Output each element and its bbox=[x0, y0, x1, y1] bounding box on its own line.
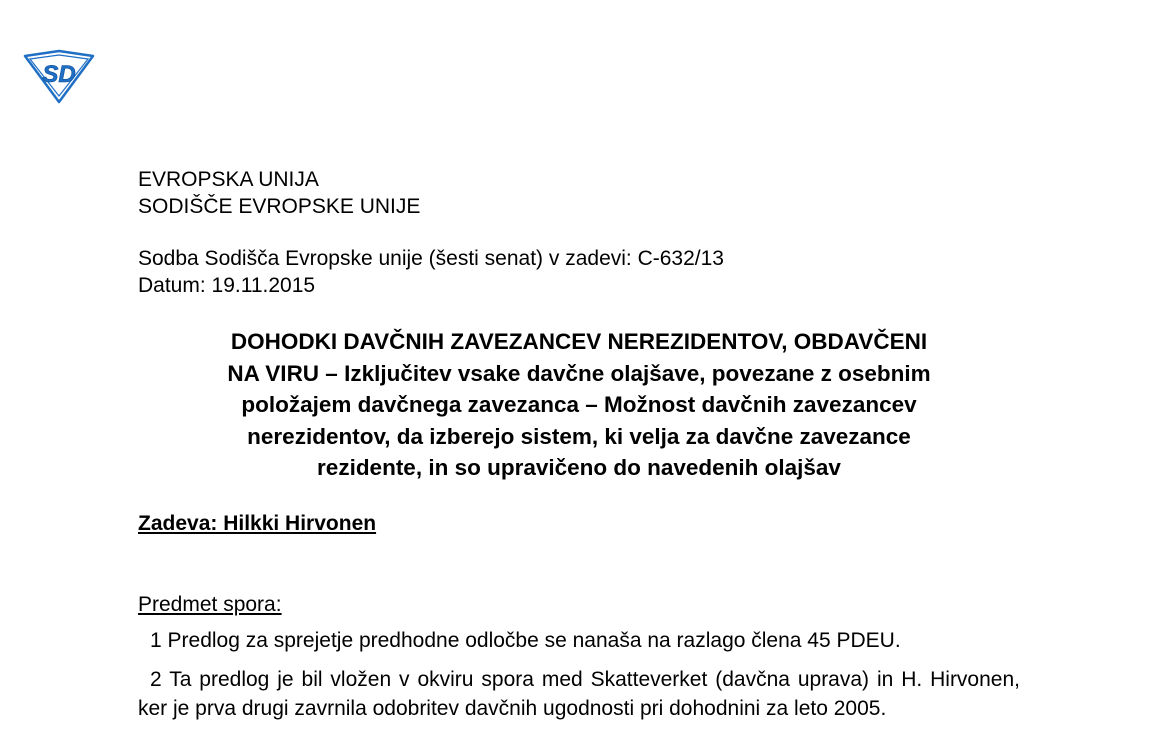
date-line: Datum: 19.11.2015 bbox=[138, 274, 316, 297]
paragraph-1 bbox=[138, 627, 1020, 656]
paragraph-text: 1 Predlog za sprejetje predhodne odločbe se nanaša na razlago člena 45 PDEU. bbox=[150, 629, 901, 652]
sd-shield-logo-icon bbox=[22, 48, 96, 104]
case-info bbox=[138, 245, 724, 299]
title-line: nerezidentov, da izberejo sistem, ki velja za davčne zavezance bbox=[247, 423, 911, 449]
logo-text: SD bbox=[42, 61, 76, 88]
paragraph-2 bbox=[138, 666, 1020, 723]
document-title bbox=[138, 326, 1020, 484]
paragraph-text: 2 Ta predlog je bil vložen v okviru spora med Skatteverket (davčna uprava) in H. Hirvonen, ker je prva drugi zavrnila odobritev davčnih ugodnosti pri dohodnini za leto 2005. bbox=[138, 668, 1020, 720]
title-line: DOHODKI DAVČNIH ZAVEZANCEV NEREZIDENTOV, OBDAVČENI bbox=[230, 329, 928, 354]
ruling-line: Sodba Sodišča Evropske unije (šesti senat) v zadevi: C-632/13 bbox=[138, 247, 724, 270]
court-header bbox=[138, 166, 420, 220]
case-party: Zadeva: Hilkki Hirvonen bbox=[138, 512, 377, 535]
org-line-court: SODIŠČE EVROPSKE UNIJE bbox=[138, 195, 421, 218]
subject-heading: Predmet spora: bbox=[138, 593, 282, 616]
title-line: položajem davčnega zavezanca – Možnost davčnih zavezancev bbox=[241, 392, 917, 418]
title-line: rezidente, in so upravičeno do navedenih olajšav bbox=[317, 455, 841, 481]
org-line-eu: EVROPSKA UNIJA bbox=[138, 168, 319, 191]
title-line: NA VIRU – Izključitev vsake davčne olajšave, povezane z osebnim bbox=[227, 360, 931, 386]
